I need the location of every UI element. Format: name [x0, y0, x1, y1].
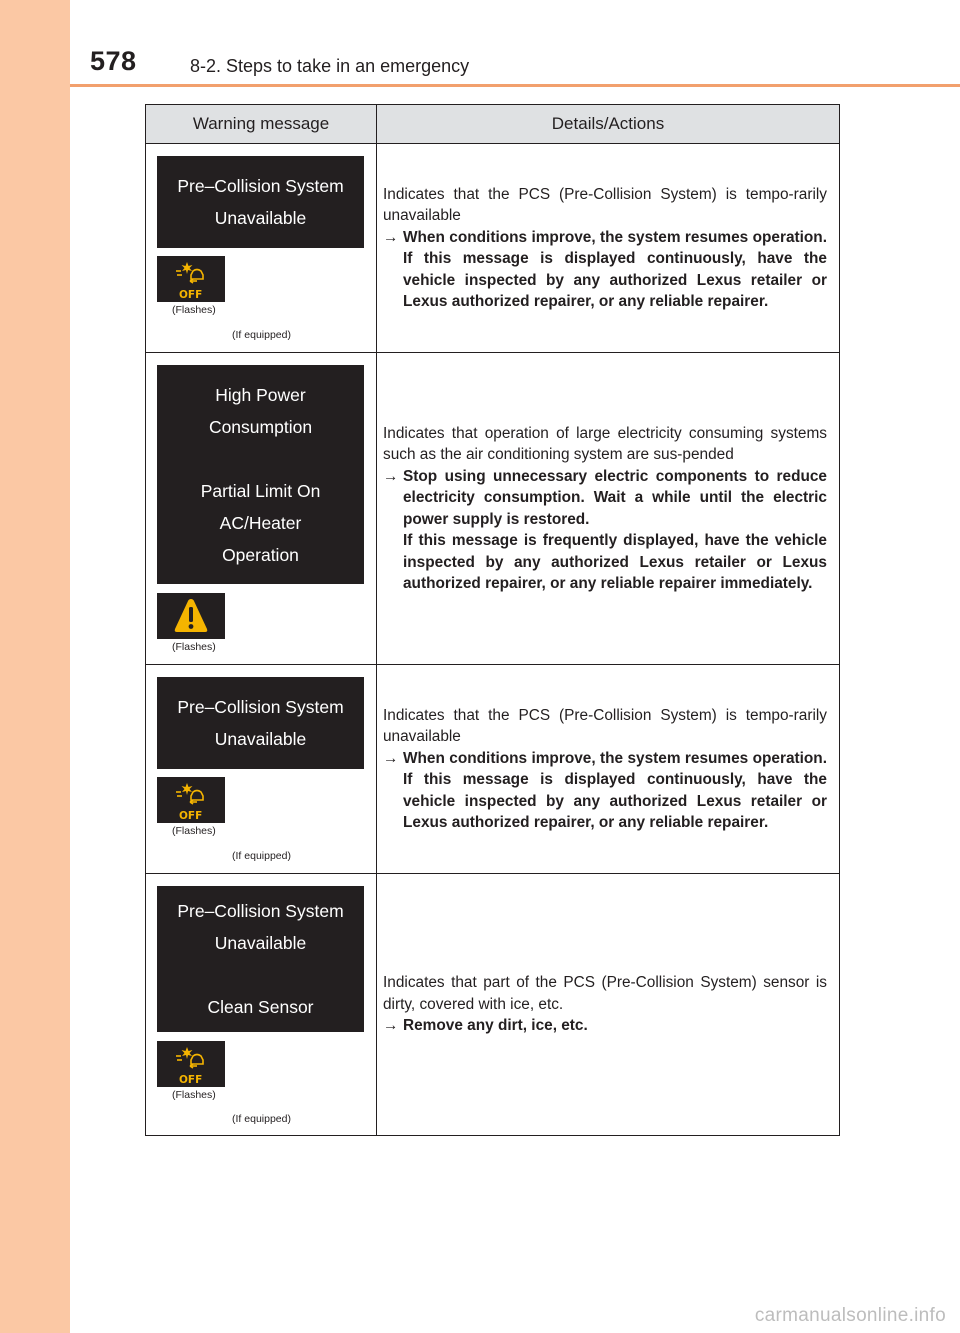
display-line: High Power [215, 384, 306, 405]
flashes-note: (Flashes) [172, 304, 216, 316]
message-description: Indicates that part of the PCS (Pre-Collision System) sensor is dirty, covered with ice, etc. [383, 974, 827, 1013]
action-text: Remove any dirt, ice, etc. [403, 1017, 588, 1035]
icon-label: OFF [179, 289, 203, 301]
display-line: Pre–Collision System [177, 901, 344, 921]
display-line: Operation [222, 544, 299, 565]
icon-label: OFF [179, 810, 203, 822]
column-header-details-actions: Details/Actions [377, 105, 840, 144]
flashes-note: (Flashes) [172, 825, 216, 837]
warning-message-cell [146, 874, 377, 1136]
multi-info-display [157, 156, 364, 248]
pcs-off-icon [157, 1041, 225, 1087]
arrow-icon: → [383, 749, 399, 767]
action-instruction [383, 1015, 827, 1037]
flashes-note: (Flashes) [172, 1089, 216, 1101]
message-description: Indicates that the PCS (Pre-Collision System) is tempo-rarily unavailable [383, 185, 827, 224]
display-line: Unavailable [214, 208, 307, 228]
section-title: 8-2. Steps to take in an emergency [190, 56, 470, 76]
display-line: Partial Limit On [200, 480, 321, 501]
details-actions-cell [377, 353, 840, 665]
page-header [70, 0, 960, 86]
display-line: AC/Heater [219, 512, 302, 533]
flashes-note: (Flashes) [172, 641, 216, 653]
table-header-row [146, 105, 840, 144]
details-actions-cell [377, 144, 840, 353]
table-row [146, 665, 840, 874]
table-row [146, 874, 840, 1136]
message-description: Indicates that the PCS (Pre-Collision System) is tempo-rarily unavailable [383, 706, 827, 745]
table-row [146, 144, 840, 353]
display-line: Pre–Collision System [177, 176, 344, 196]
multi-info-display [157, 365, 364, 584]
action-text: When conditions improve, the system resumes operation. If this message is displayed continuously, have the vehicle inspected by any authorized Lexus retailer or Lexus authorized repairer, or any reliable repairer. [403, 228, 827, 310]
display-spacer [157, 443, 364, 475]
watermark: carmanualsonline.info [754, 1305, 946, 1326]
display-line: Unavailable [214, 933, 307, 953]
pcs-off-icon [157, 777, 225, 823]
if-equipped-note: (If equipped) [232, 1113, 291, 1125]
details-actions-cell [377, 665, 840, 874]
warning-message-cell [146, 353, 377, 665]
icon-label: OFF [179, 1074, 203, 1086]
pcs-off-icon [157, 256, 225, 302]
display-line: Unavailable [214, 729, 307, 749]
arrow-icon: → [383, 1017, 399, 1035]
warning-message-cell [146, 665, 377, 874]
table-row [146, 353, 840, 665]
display-line: Clean Sensor [207, 997, 314, 1017]
action-text: Stop using unnecessary electric components to reduce electricity consumption. Wait a while until the electric power supply is restored. [403, 467, 827, 528]
column-header-warning-message: Warning message [146, 105, 377, 144]
arrow-icon: → [383, 228, 399, 246]
warning-message-table [145, 104, 840, 1136]
display-spacer [157, 959, 364, 991]
multi-info-display [157, 677, 364, 769]
page-number: 578 [90, 46, 137, 76]
action-instruction [383, 748, 827, 834]
page-side-band [0, 0, 70, 1333]
action-instruction [383, 466, 827, 531]
header-divider [70, 84, 960, 87]
warning-triangle-icon [157, 593, 225, 639]
action-text: When conditions improve, the system resumes operation. If this message is displayed continuously, have the vehicle inspected by any authorized Lexus retailer or Lexus authorized repairer, or any reliable repairer. [403, 749, 827, 831]
display-line: Consumption [208, 416, 313, 437]
if-equipped-note: (If equipped) [232, 329, 291, 341]
display-line: Pre–Collision System [177, 697, 344, 717]
arrow-icon: → [383, 467, 399, 485]
action-additional-text: If this message is frequently displayed, have the vehicle inspected by any authorized Lexus retailer or Lexus authorized repairer, or any reliable repairer immediately. [403, 532, 827, 592]
details-actions-cell [377, 874, 840, 1136]
multi-info-display [157, 886, 364, 1032]
action-instruction [383, 227, 827, 313]
if-equipped-note: (If equipped) [232, 850, 291, 862]
message-description: Indicates that operation of large electricity consuming systems such as the air conditioning system are sus-pended [383, 424, 827, 463]
warning-message-cell [146, 144, 377, 353]
